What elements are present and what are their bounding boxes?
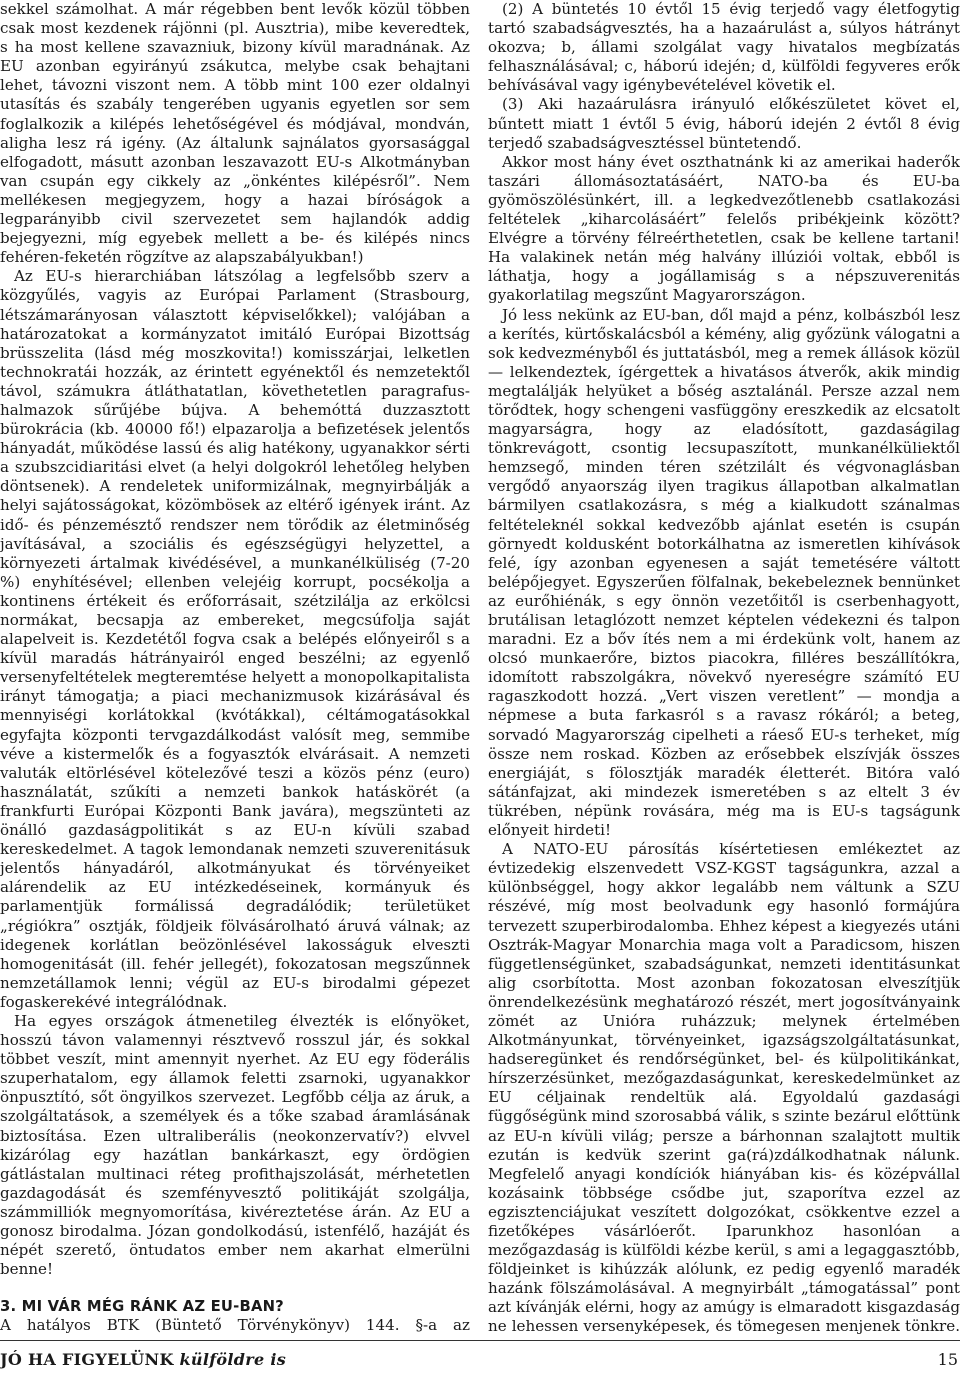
section-heading: 3. MI VÁR MÉG RÁNK AZ EU-BAN? <box>0 1298 284 1316</box>
paragraph: (2) A büntetés 10 évtől 15 évig terjedő vagy életfogytig tartó szabadságvesztés, ha a hazaárulást a, súlyos hátrányt okozva; b, állami szolgálat vagy hivatalos megbízatás felhasználásával; c, háború idején; d, külföldi fegyveres erők behívásával vagy igénybevételével követik el. <box>488 0 960 95</box>
running-title <box>0 1350 286 1369</box>
paragraph: (3) Aki hazaárulásra irányuló előkészületet követ el, bűntett miatt 1 évtől 5 évig, háború idején 2 évtől 8 évig terjedő szabadságvesztéssel büntetendő. <box>488 95 960 152</box>
paragraph: sekkel számolhat. A már régebben bent levők közül többen csak most kezdenek rájönni (pl. Ausztria), mibe keveredtek, s ha most kellene szavazniuk, bizony kívül maradnának. Az EU azonban egyirányú zsákutca, melybe csak behajtani lehet, távozni viszont nem. A több mint 100 ezer oldalnyi utasítás és szabály tengerében ugyanis egyetlen sor sem foglalkozik a kilépés lehetőségével és módjával, mondván, aligha lesz rá igény. (Az általunk sajnálatos gyorsasággal elfogadott, másutt azonban leszavazott EU-s Alkotmányban van csupán egy cikkely az „önkéntes kilépésről”. Nem mellékesen megjegyzem, hogy a hazai bíróságok a legparányibb civil szervezetet sem hajlandók addig bejegyezni, míg egyebek mellett a be- és kilépés nincs fehéren-feketén rögzítve az alapszabályukban!) <box>0 0 470 267</box>
paragraph: Ha egyes országok átmenetileg élvezték is előnyöket, hosszú távon valamennyi résztvevő rosszul jár, és sokkal többet veszít, mint amennyit nyerhet. Az EU egy föderális szuperhatalom, egy államok feletti zsarnoki, ugyanakkor önpusztító, sőt öngyilkos szervezet. Legfőbb célja az áruk, a szolgáltatások, a személyek és a tőke szabad áramlásának biztosítása. Ezen ultraliberális (neokonzervatív?) elvvel kizárólag egy hazátlan bankárkaszt, egy ördögien gátlástalan multinaci réteg profithajszolását, mérhetetlen gazdagodását és szemfényvesztő politikáját szolgálja, számmilliók megnyomorítása, kivéreztetése árán. Az EU a gonosz birodalma. Józan gondolkodású, istenfélő, hazáját és népét szerető, öntudatos ember nem akarhat elmerülni benne! <box>0 1011 470 1279</box>
running-title-main: JÓ HA FIGYELÜNK <box>0 1350 174 1369</box>
page-footer <box>0 1340 960 1374</box>
footer-divider <box>0 1340 960 1341</box>
paragraph: A NATO-EU párosítás kísértetiesen emlékeztet az évtizedekig elszenvedett VSZ-KGST tagságunkra, azzal a különbséggel, hogy akkor legalább nem váltunk a SZU részévé, míg most beolvadunk egy hasonló formájúra tervezett szuperbirodalomba. Ehhez képest a kiegyezés utáni Osztrák-Magyar Monarchia maga volt a Paradicsom, hiszen függetlenségünket, szabadságunkat, nemzeti identitásunkat alig csorbította. Most azonban fokozatosan elveszítjük önrendelkezésünk meghatározó részét, mert jogosítványaink zömét az Unióra ruházzuk; melynek értelmében Alkotmányunkat, törvényeinket, igazságszolgáltatásunkat, hadseregünket és rendőrségünket, bel- és külpolitikánkat, hírszerzésünket, mezőgazdaságunkat, kereskedelmünket az EU céljainak rendeltük alá. Egyoldalú gazdasági függőségünk mind szorosabbá válik, s szinte bezárul előttünk az EU-n kívüli világ; persze a bárhonnan szalajtott multik ezután is kedvük szerint ga(rá)zdálkodhatnak nálunk. Megfelelő anyagi kondíciók hiányában kis- és középvállal kozásaink többsége csődbe jut, szaporítva ezzel az egzisztenciájukat veszített dolgozókat, csökkentve ezzel a fizetőképes vásárlóerőt. Iparunkhoz hasonlóan a mezőgazdaság is külföldi kézbe kerül, s ami a legaggasztóbb, földjeinket is kihúzzák alólunk, ez pedig egyenlő maradék hazánk fölszámolásával. A megnyirbált „támogatással” pont azt kívánják elérni, hogy az amúgy is elmaradott kisgazdaság ne lehessen versenyképesek, és tömegesen menjenek tönkre. <box>488 840 960 1334</box>
left-column <box>0 0 470 1334</box>
paragraph: Jó less nekünk az EU-ban, dől majd a pénz, kolbászból lesz a kerítés, kürtőskalácsból a kémény, alig győzünk válogatni a sok kedvezményből és juttatásból, meg a remek állások közül — lelkendeztek, ígérgettek a hivatásos átverők, akik mindig megtalálják helyüket a bőség asztalánál. Persze azzal nem törődtek, hogy schengeni vasfüggöny ereszkedik az elcsatolt magyarságra, hogy az eladósított, gazdaságilag tönkrevágott, csontig lecsupaszított, munkanélküliektől hemzsegő, minden téren szétzilált és végvonaglásban vergődő anyaország ilyen tragikus állapotban alkalmatlan bármilyen csatlakozásra, s még a kialkudott szánalmas feltételeknél sokkal kedvezőbb ajánlat esetén is csupán görnyedt koldusként botorkálhatna az ismeretlen kihívások felé, így azonban egyenesen a saját temetésére váltott belépőjegyet. Egyszerűen fölfalnak, bekebeleznek bennünket az eurőhiénák, s egy önnön vezetőitől is cserbenhagyott, brutálisan letaglózott nemzet képtelen védekezni és talpon maradni. Ez a bőv ítés nem a mi érdekünk volt, hanem az olcsó munkaerőre, biztos piacokra, filléres beszállítókra, idomított rabszolgákra, növekvő nyereségre számító EU ragaszkodott hozzá. „Vert viszen veretlent” — mondja a népmese a buta farkasról s a ravasz rókáról; a beteg, sorvadó Magyarország cipelheti a ráeső EU-s terheket, míg össze nem roskad. Közben az erősebbek elszívják összes energiáját, s fölosztják maradék életterét. Bitóra való sátánfajzat, aki mindezek ismeretében s az eltelt 3 év tükrében, népünk rovására, még ma is EU-s tagságunk előnyeit hirdeti! <box>488 305 960 840</box>
running-title-italic: külföldre is <box>179 1350 287 1369</box>
page-number: 15 <box>937 1350 958 1369</box>
right-column <box>488 0 960 1334</box>
paragraph: Az EU-s hierarchiában látszólag a legfelsőbb szerv a közgyűlés, vagyis az Európai Parlament (Strasbourg, létszámarányosan választott képviselőkkel); valójában a határozatokat a kormányzatot imitáló Európai Bizottság brüsszelita (lásd még moszkovita!) komisszárjai, lelketlen technokratái hozzák, az érintett egyénektől és nemzetektől távol, számukra átláthatatlan, követhetetlen paragrafus-halmazok sűrűjébe bújva. A behemóttá duzzasztott bürokrácia (kb. 40000 fő!) elpazarolja a befizetések jelentős hányadát, működése lassú és alig hatékony, ugyanakkor sérti a szubszcidiaritási elvet (a helyi dolgokról lehetőleg helyben döntsenek). A rendeletek uniformizálnak, megnyirbálják a helyi sajátosságokat, közömbösek az eltérő igények iránt. Az idő- és pénzemésztő rendszer nem törődik az életminőség javításával, a szociális és egészségügyi helyzettel, a környezeti ártalmak kivédésével, a munkanélküliség (7-20 %) enyhítésével; ellenben velejéig korrupt, pocsékolja a kontinens értékeit és erőforrásait, szétzilálja az erkölcsi normákat, becsapja az embereket, megcsúfolja saját alapelveit is. Kezdetétől fogva csak a belépés előnyeiről s a kívül maradás hátrányairól enged beszélni; az egyenlő versenyfeltételek megteremtése helyett a monopolkapitalista irányt támogatja; a piaci mechanizmusok kizárásával és mennyiségi korlátokkal (kvótákkal), céltámogatásokkal egyfajta központi tervgazdálkodást valósít meg, semmibe véve a kistermelők és a fogyasztók elvárásait. A nemzeti valuták eltörlésével kötelezővé teszi a közös pénz (euro) használatát, szűkíti a nemzeti bankok hatáskörét (a frankfurti Európai Központi Bank javára), megszünteti az önálló gazdaságpolitikát s az EU-n kívüli szabad kereskedelmet. A tagok lemondanak nemzeti szuverenitásuk jelentős hányadáról, alkotmányukat és törvényeiket alárendelik az EU intézkedéseinek, kormányuk és parlamentjük formálissá degradálódik; területüket „régiókra” osztják, földjeik fölvásárolható áruvá válnak; az idegenek korlátlan beözönlésével lakosságuk elveszti homogenitását (ill. fehér jellegét), fokozatosan megszűnnek nemzetállamok lenni; végül az EU-s birodalmi gépezet fogaskerekévé integrálódnak. <box>0 267 470 1011</box>
paragraph: Akkor most hány évet oszthatnánk ki az amerikai haderők taszári állomásoztatásáért, NATO-ba és EU-ba gyömöszölésünkért, ill. a legkedvezőtlenebb csatlakozási feltételek „kiharcolásáért” felelős pribékjeink között? Elvégre a törvény félreérthetetlen, csak be kellene tartani! Ha valakinek netán még halvány illúziói voltak, ebből is láthatja, hogy a jogállamiság s a népszuverenitás gyakorlatilag megszűnt Magyarországon. <box>488 152 960 305</box>
paragraph: A hatályos BTK (Büntető Törvénykönyv) 144. §-a az <box>0 1316 470 1334</box>
